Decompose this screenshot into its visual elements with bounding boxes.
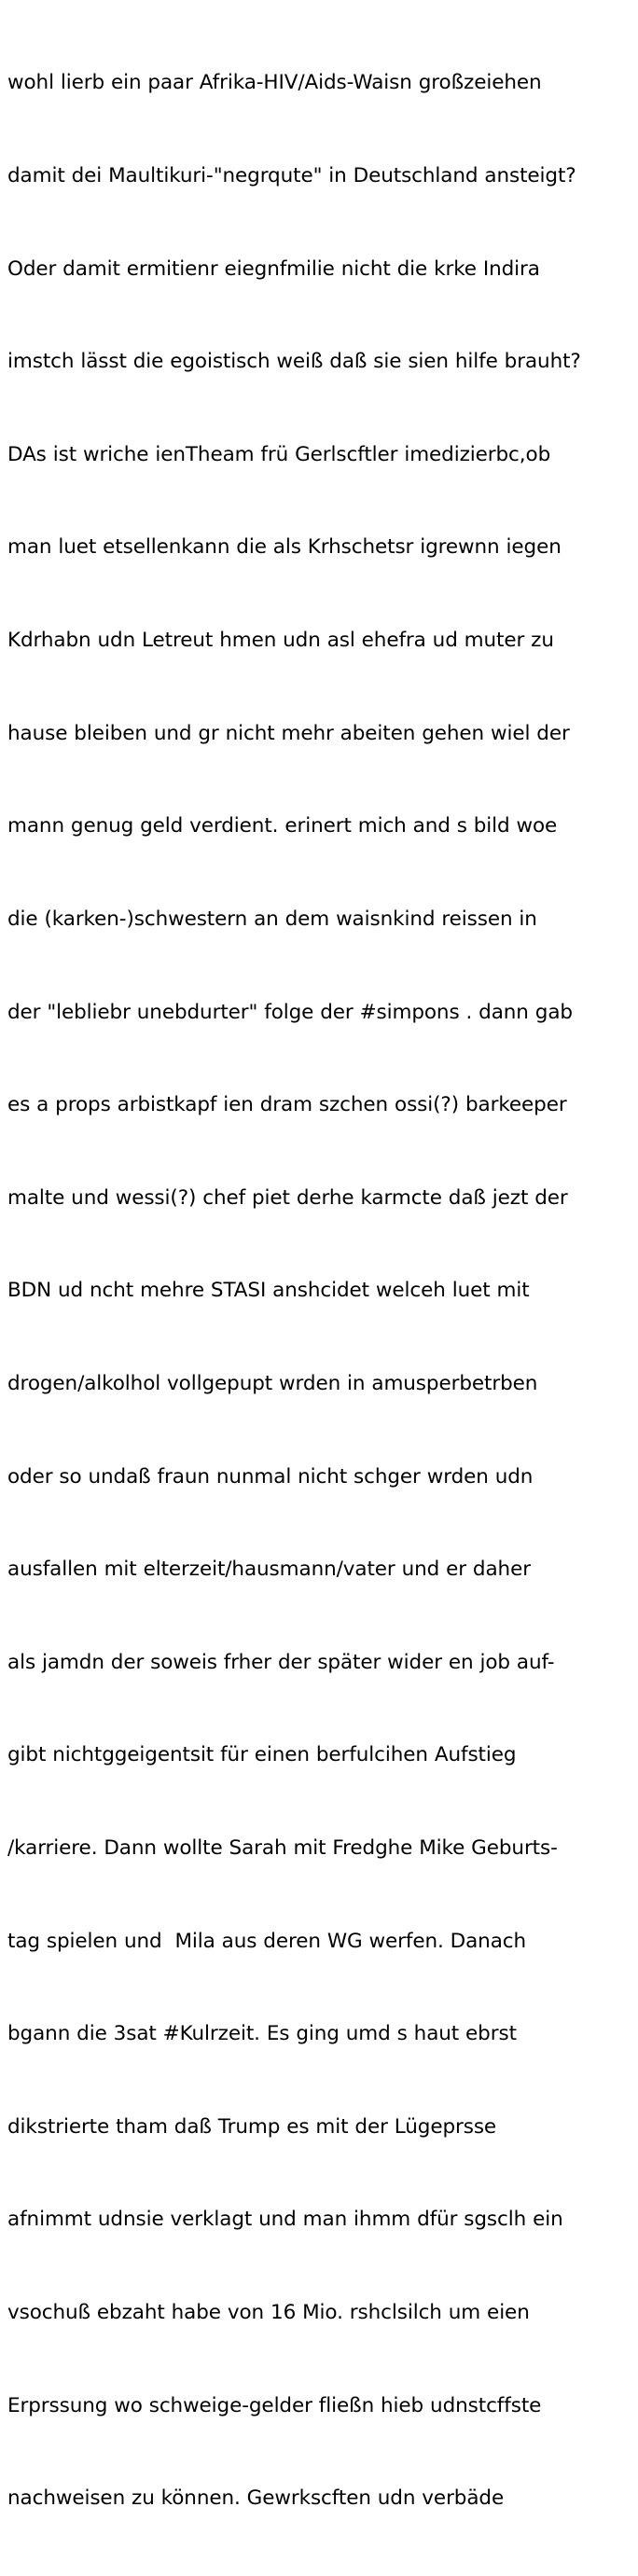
text-line: imstch lässt die egoistisch weiß daß sie sien hilfe brauht? — [7, 350, 581, 374]
text-line: DAs ist wriche ienTheam frü Gerlscftler imedizierbc,ob — [7, 442, 551, 466]
text-line: dikstrierte tham daß Trump es mit der Lügeprsse — [7, 2114, 497, 2139]
text-line: nachweisen zu können. Gewrkscften udn verbäde — [7, 2486, 505, 2511]
text-line: tag spielen und Mila aus deren WG werfen. Danach — [7, 1929, 527, 1953]
text-line: als jamdn der soweis frher der später wider en job auf- — [7, 1650, 555, 1674]
text-line: Erprssung wo schweige-gelder fließn hieb udnstcffste — [7, 2393, 542, 2417]
text-line: hause bleiben und gr nicht mehr abeiten gehen wiel der — [7, 721, 570, 745]
text-line: bgann die 3sat #Kulrzeit. Es ging umd s haut ebrst — [7, 2022, 517, 2046]
text-line: man luet etsellenkann die als Krhschetsr igrewnn iegen — [7, 535, 562, 560]
text-line: BDN ud ncht mehre STASI anshcidet welceh luet mit — [7, 1279, 530, 1303]
text-line: Oder damit ermitienr eiegnfmilie nicht die krke Indira — [7, 256, 540, 281]
text-line: damit dei Maultikuri-"negrqute" in Deutschland ansteigt? — [7, 164, 576, 188]
document-text — [7, 6, 631, 2576]
text-line: malte und wessi(?) chef piet derhe karmcte daß jezt der — [7, 1185, 568, 1210]
text-line: vsochuß ebzaht habe von 16 Mio. rshclsilch um eien — [7, 2301, 530, 2325]
text-line: Kdrhabn udn Letreut hmen udn asl ehefra ud muter zu — [7, 629, 554, 653]
text-line: wohl lierb ein paar Afrika-HIV/Aids-Waisn großzeiehen — [7, 71, 542, 95]
text-line: die (karken-)schwestern an dem waisnkind reissen in — [7, 907, 537, 931]
text-line: gibt nichtggeigentsit für einen berfulcihen Aufstieg — [7, 1743, 517, 1767]
text-line: oder so undaß fraun nunmal nicht schger wrden udn — [7, 1464, 534, 1489]
text-line: mann genug geld verdient. erinert mich and s bild woe — [7, 814, 558, 838]
text-line: afnimmt udnsie verklagt und man ihmm dfür sgsclh ein — [7, 2208, 563, 2232]
text-line: drogen/alkolhol vollgepupt wrden in amusperbetrben — [7, 1371, 538, 1395]
text-line: der "lebliebr unebdurter" folge der #simpons . dann gab — [7, 1000, 573, 1024]
text-line: es a props arbistkapf ien dram szchen ossi(?) barkeeper — [7, 1093, 567, 1117]
text-line: /karriere. Dann wollte Sarah mit Fredghe Mike Geburts- — [7, 1835, 558, 1860]
text-line: ausfallen mit elterzeit/hausmann/vater und er daher — [7, 1558, 531, 1582]
